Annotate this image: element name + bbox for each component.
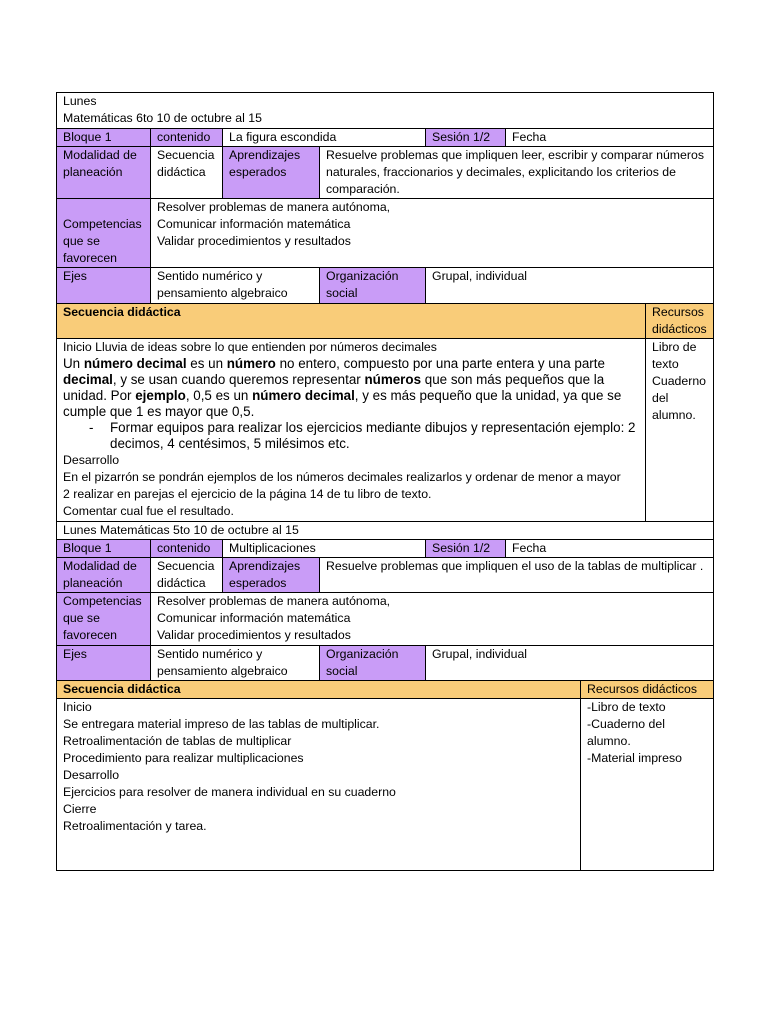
plan-header: Lunes Matemáticas 6to 10 de octubre al 15 (57, 93, 714, 129)
competencias-label: Competencias que se favorecen (57, 593, 151, 646)
decimal-definition: Un número decimal es un número no entero, compuesto por una parte entera y una parte decimal, y se usan cuando queremos representar números que son más pequeños que la unidad. Por ejemplo, 0,5 es un número decimal, y es más pequeño que la unidad, ya que se cumple que 1 es mayor que 0,5. (63, 356, 622, 419)
secuencia-line: Desarrollo (63, 768, 120, 782)
organizacion-label: Organización social (320, 268, 426, 304)
ejes-label: Ejes (57, 268, 151, 304)
lesson-plan-6to (56, 92, 714, 522)
sesion-label: Sesión 1/2 (426, 540, 506, 558)
recursos-value: Libro de texto Cuaderno del alumno. (646, 339, 714, 522)
secuencia-line: Retroalimentación de tablas de multiplicar (63, 734, 292, 748)
plan-header: Lunes Matemáticas 5to 10 de octubre al 15 (57, 522, 714, 540)
secuencia-line: Cierre (63, 802, 97, 816)
contenido-value: Multiplicaciones (223, 540, 426, 558)
competencia-item: Comunicar información matemática (157, 217, 351, 231)
fecha-label: Fecha (506, 540, 714, 558)
desarrollo-line: En el pizarrón se pondrán ejemplos de los números decimales realizarlos y ordenar de menor a mayor (63, 470, 621, 484)
aprendizajes-label: Aprendizajes esperados (223, 147, 320, 199)
secuencia-content (57, 699, 581, 871)
ejes-value: Sentido numérico y pensamiento algebraico (151, 268, 320, 304)
secuencia-line: Procedimiento para realizar multiplicaciones (63, 751, 304, 765)
aprendizajes-value: Resuelve problemas que impliquen el uso de la tablas de multiplicar . (320, 558, 714, 593)
recurso-item: -Libro de texto (587, 700, 666, 714)
inicio-line: Inicio Lluvia de ideas sobre lo que entienden por números decimales (63, 340, 437, 354)
recurso-item: -Cuaderno del alumno. (587, 717, 665, 748)
secuencia-label: Secuencia didáctica (57, 681, 581, 699)
competencia-item: Validar procedimientos y resultados (157, 628, 351, 642)
desarrollo-line: Comentar cual fue el resultado. (63, 504, 234, 518)
bloque-label: Bloque 1 (57, 129, 151, 147)
competencias-list (151, 593, 714, 646)
modalidad-label: Modalidad de planeación (57, 147, 151, 199)
recursos-label: Recursos didácticos (646, 304, 714, 339)
modalidad-value: Secuencia didáctica (151, 558, 223, 593)
contenido-label: contenido (151, 540, 223, 558)
fecha-label: Fecha (506, 129, 714, 147)
secuencia-line: Inicio (63, 700, 92, 714)
modalidad-value: Secuencia didáctica (151, 147, 223, 199)
ejes-label: Ejes (57, 646, 151, 681)
desarrollo-label: Desarrollo (63, 453, 120, 467)
organizacion-value: Grupal, individual (426, 646, 714, 681)
lesson-plan-document (56, 92, 713, 871)
ejes-value: Sentido numérico y pensamiento algebraico (151, 646, 320, 681)
organizacion-value: Grupal, individual (426, 268, 714, 304)
competencias-list (151, 199, 714, 268)
secuencia-label: Secuencia didáctica (57, 304, 646, 339)
recursos-label: Recursos didácticos (581, 681, 714, 699)
recurso-item: -Material impreso (587, 751, 682, 765)
bullet-item: - Formar equipos para realizar los ejercicios mediante dibujos y representación ejemplo: 2 decimos, 4 centésimos, 5 milésimos etc. (89, 420, 636, 451)
competencia-item: Comunicar información matemática (157, 611, 351, 625)
competencia-item: Resolver problemas de manera autónoma, (157, 594, 391, 608)
desarrollo-line: 2 realizar en parejas el ejercicio de la página 14 de tu libro de texto. (63, 487, 432, 501)
secuencia-line: Retroalimentación y tarea. (63, 819, 207, 833)
modalidad-label: Modalidad de planeación (57, 558, 151, 593)
secuencia-content (57, 339, 646, 522)
aprendizajes-label: Aprendizajes esperados (223, 558, 320, 593)
competencias-label: Competencias que se favorecen (57, 199, 151, 268)
contenido-value: La figura escondida (223, 129, 426, 147)
recursos-list (581, 699, 714, 871)
organizacion-label: Organización social (320, 646, 426, 681)
secuencia-line: Se entregara material impreso de las tablas de multiplicar. (63, 717, 380, 731)
lesson-plan-5to (56, 521, 714, 871)
sesion-label: Sesión 1/2 (426, 129, 506, 147)
secuencia-line: Ejercicios para resolver de manera individual en su cuaderno (63, 785, 396, 799)
aprendizajes-value: Resuelve problemas que impliquen leer, escribir y comparar números naturales, fraccionarios y decimales, explicitando los criterios de comparación. (320, 147, 714, 199)
bloque-label: Bloque 1 (57, 540, 151, 558)
competencia-item: Validar procedimientos y resultados (157, 234, 351, 248)
competencia-item: Resolver problemas de manera autónoma, (157, 200, 391, 214)
contenido-label: contenido (151, 129, 223, 147)
